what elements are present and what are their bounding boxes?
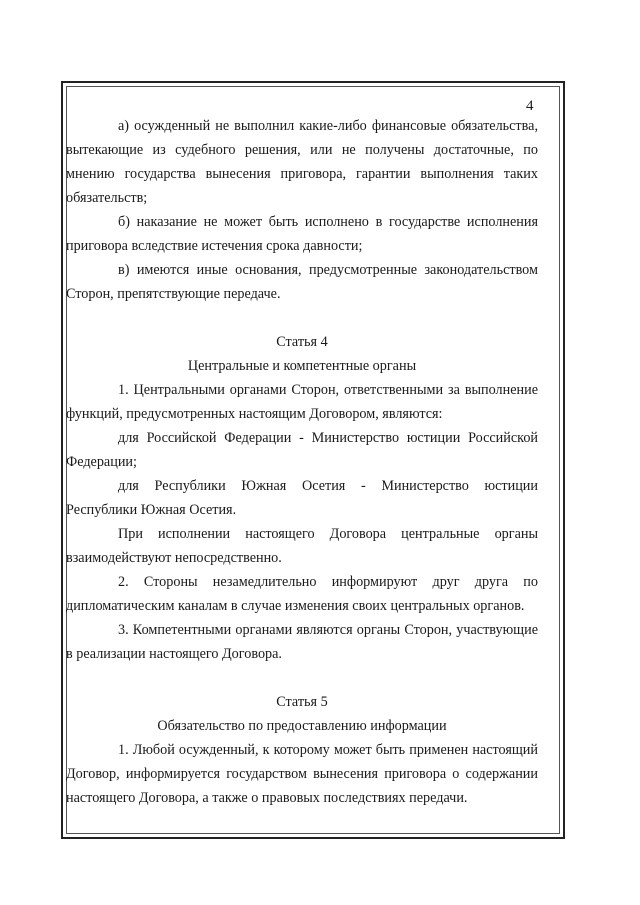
article-4-title: Центральные и компетентные органы <box>187 358 417 374</box>
page-number: 4 <box>526 98 534 114</box>
paragraph-v: в) имеются иные основания, предусмотренные законодательством Сторон, препятствующие передаче. <box>66 262 538 302</box>
document-body <box>66 114 538 810</box>
article-4-paragraph-russia: для Российской Федерации - Министерство юстиции Российской Федерации; <box>66 430 538 470</box>
article-4-paragraph-interaction: При исполнении настоящего Договора центральные органы взаимодействуют непосредственно. <box>66 526 538 566</box>
article-4-paragraph-3: 3. Компетентными органами являются органы Сторон, участвующие в реализации настоящего Договора. <box>66 622 538 662</box>
article-5-paragraph-1: 1. Любой осужденный, к которому может быть применен настоящий Договор, информируется государством вынесения приговора о содержании настоящего Договора, а также о правовых последствиях передачи. <box>66 742 538 806</box>
paragraph-a: а) осужденный не выполнил какие-либо финансовые обязательства, вытекающие из судебного решения, или не получены достаточные, по мнению государства вынесения приговора, гарантии выполнения таких обязательств; <box>66 118 538 206</box>
article-4-paragraph-1: 1. Центральными органами Сторон, ответственными за выполнение функций, предусмотренных настоящим Договором, являются: <box>66 382 538 422</box>
article-4-paragraph-south-ossetia: для Республики Южная Осетия - Министерство юстиции Республики Южная Осетия. <box>66 478 538 518</box>
article-4-paragraph-2: 2. Стороны незамедлительно информируют друг друга по дипломатическим каналам в случае изменения своих центральных органов. <box>66 574 538 614</box>
paragraph-b: б) наказание не может быть исполнено в государстве исполнения приговора вследствие истечения срока давности; <box>66 214 538 254</box>
article-4-number: Статья 4 <box>276 334 328 350</box>
article-5-number: Статья 5 <box>276 694 328 710</box>
article-5-title: Обязательство по предоставлению информации <box>157 718 447 734</box>
